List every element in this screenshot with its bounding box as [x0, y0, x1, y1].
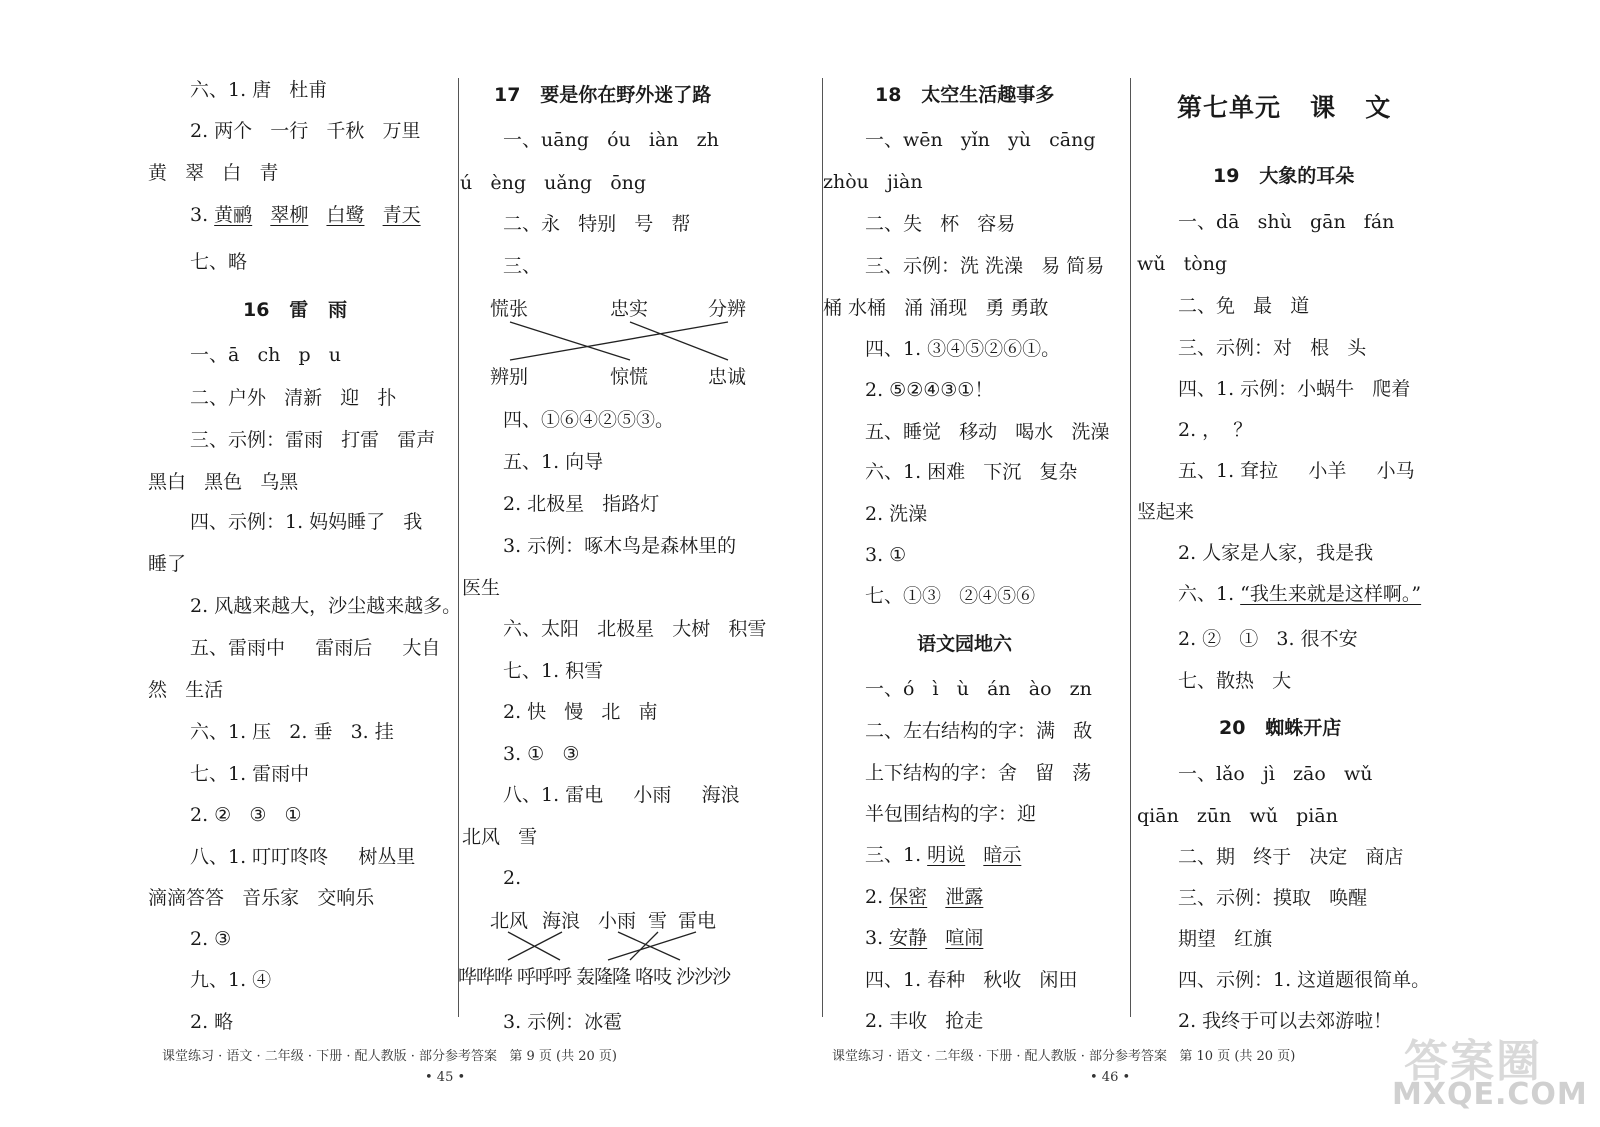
answer-line: 六、1. 唐 杜甫: [190, 79, 328, 101]
answer-column-2: [458, 66, 785, 1033]
answer-line: 2. 快 慢 北 南: [503, 701, 658, 723]
match-word: 忠诚: [708, 366, 747, 388]
answer-line: 二、失 杯 容易: [865, 213, 1016, 235]
answer-line: 3. 示例：冰雹: [503, 1011, 623, 1033]
page-number-right: • 46 •: [1090, 1070, 1131, 1085]
answer-line: 2.: [503, 867, 522, 889]
answer-line: 八、1. 雷电 小雨 海浪: [503, 784, 740, 806]
answer-line: 3. 示例：啄木鸟是森林里的: [503, 535, 737, 557]
answer-line: 2. ③: [190, 928, 232, 950]
answer-line: 2. ② ① 3. 很不安: [1178, 628, 1358, 650]
answer-line: 三、: [503, 255, 542, 277]
answer-line: 四、示例：1. 这道题很简单。: [1178, 969, 1431, 991]
answer-line: 七、散热 大: [1178, 670, 1292, 692]
answer-line: 2. 北极星 指路灯: [503, 493, 660, 515]
answer-line: 六、太阳 北极星 大树 积雪: [503, 618, 767, 640]
answer-line: 2. 我终于可以去郊游啦！: [1178, 1010, 1393, 1032]
answer-line: 九、1. ④: [190, 969, 272, 991]
answer-line: 2. 人家是人家，我是我: [1178, 542, 1374, 564]
answer-line: 3. 安静 喧闹: [865, 927, 984, 949]
footer-left: 课堂练习 · 语文 · 二年级 · 下册 · 配人教版 · 部分参考答案 第 9 页 (共 20 页): [162, 1049, 618, 1064]
watermark-logo: [1384, 1019, 1588, 1119]
answer-line: 3. ①: [865, 544, 907, 566]
answer-line: 六、1. 困难 下沉 复杂: [865, 461, 1078, 483]
answer-line: 六、1. 压 2. 垂 3. 挂: [190, 721, 394, 743]
section-title: 语文园地六: [917, 633, 1013, 655]
match-lines: [490, 906, 790, 986]
footer-right: 课堂练习 · 语文 · 二年级 · 下册 · 配人教版 · 部分参考答案 第 10 页 (共 20 页): [832, 1049, 1296, 1064]
answer-line: 2. 两个 一行 千秋 万里: [190, 120, 421, 142]
answer-line: 四、1. ③④⑤②⑥①。: [865, 338, 1061, 360]
answer-line: 三、示例：对 根 头: [1178, 337, 1367, 359]
answer-line: 二、户外 清新 迎 扑: [190, 387, 397, 409]
answer-line: 2. ⑤②④③①！: [865, 379, 994, 401]
column-divider: [1130, 78, 1131, 1017]
match-word: 海浪: [542, 910, 581, 932]
answer-line: 三、示例：雷雨 打雷 雷声: [190, 429, 436, 451]
answer-line: 上下结构的字：舍 留 荡: [865, 762, 1092, 784]
answer-line: 二、左右结构的字：满 敌: [865, 720, 1093, 742]
answer-line: zhòu jiàn: [823, 171, 923, 193]
answer-line: 半包围结构的字：迎: [865, 803, 1037, 825]
match-word: 慌张: [490, 298, 529, 320]
answer-line: 黑白 黑色 乌黑: [148, 471, 299, 493]
unit-title: 第七单元 课 文: [1177, 93, 1392, 122]
answer-line: qiān zūn wǔ piān: [1137, 805, 1338, 827]
page-number-left: • 45 •: [425, 1070, 466, 1085]
answer-line: 五、睡觉 移动 喝水 洗澡: [865, 421, 1110, 443]
answer-line: 2. 保密 泄露: [865, 886, 984, 908]
lesson-title: 16 雷 雨: [243, 299, 348, 321]
answer-line: 三、1. 明说 暗示: [865, 844, 1022, 866]
answer-line: 七、略: [190, 251, 248, 273]
answer-line: 医生: [462, 577, 501, 599]
answer-line: 桶 水桶 涌 涌现 勇 勇敢: [823, 297, 1049, 319]
answer-line: 然 生活: [148, 679, 224, 701]
match-word: 北风: [490, 910, 529, 932]
lesson-title: 18 太空生活趣事多: [875, 84, 1055, 106]
answer-line: 四、1. 示例：小蜗牛 爬着: [1178, 378, 1411, 400]
lesson-title: 17 要是你在野外迷了路: [494, 84, 712, 106]
answer-line: 一、ā ch p u: [190, 344, 341, 366]
answer-line: 八、1. 叮叮咚咚 树丛里: [190, 846, 416, 868]
matching-exercise: [458, 906, 790, 988]
answer-column-1: [148, 66, 462, 1033]
answer-line: 五、1. 耷拉 小羊 小马: [1178, 460, 1415, 482]
answer-line: 2. 丰收 抢走: [865, 1010, 984, 1032]
answer-line: 2. 略: [190, 1011, 234, 1033]
answer-line: 2. 洗澡: [865, 503, 928, 525]
answer-line: ú èng uǎng ōng: [460, 172, 647, 194]
answer-line: 期望 红旗: [1178, 928, 1273, 950]
answer-line: 五、1. 向导: [503, 451, 604, 473]
answer-line: 五、雷雨中 雷雨后 大自: [190, 637, 441, 659]
match-word: 惊慌: [610, 366, 649, 388]
answer-line: 七、①③ ②④⑤⑥: [865, 585, 1036, 607]
match-word: 辨别: [490, 366, 529, 388]
answer-line: 二、永 特别 号 帮: [503, 213, 691, 235]
answer-line: 三、示例：摸取 唤醒: [1178, 887, 1368, 909]
answer-line: 竖起来: [1137, 501, 1195, 523]
answer-line: 2. 风越来越大，沙尘越来越多。: [190, 595, 462, 617]
answer-line: 二、期 终于 决定 商店: [1178, 846, 1404, 868]
column-divider: [822, 78, 823, 1017]
answer-line: 一、wēn yǐn yù cāng: [865, 129, 1096, 151]
match-word: 分辨: [708, 298, 747, 320]
answer-line: 二、免 最 道: [1178, 295, 1310, 317]
answer-line: 滴滴答答 音乐家 交响乐: [148, 887, 375, 909]
answer-line: 一、ó ì ù án ào zn: [865, 678, 1092, 700]
answer-line: 睡了: [148, 553, 187, 575]
match-word: 小雨: [598, 910, 637, 932]
answer-line: 四、①⑥④②⑤③。: [503, 409, 675, 431]
answer-line: 2. ， ？: [1178, 419, 1253, 441]
column-divider: [458, 78, 459, 1017]
match-lines: [490, 294, 780, 394]
answer-line: 七、1. 雷雨中: [190, 763, 310, 785]
answer-line: wǔ tòng: [1137, 253, 1228, 275]
match-word: 雪: [648, 910, 668, 932]
match-word: 忠实: [610, 298, 649, 320]
answer-line: 3. 黄鹂 翠柳 白鹭 青天: [190, 204, 421, 226]
matching-exercise: [490, 294, 780, 394]
answer-line: 七、1. 积雪: [503, 660, 604, 682]
answer-line: 六、1. “我生来就是这样啊。”: [1178, 583, 1422, 605]
answer-line: 四、示例：1. 妈妈睡了 我: [190, 511, 423, 533]
match-sounds: 哗哗哗 呼呼呼 轰隆隆 咯吱 沙沙沙: [458, 966, 731, 988]
answer-line: 一、dā shù gān fán: [1178, 211, 1395, 233]
lesson-title: 20 蜘蛛开店: [1219, 717, 1342, 739]
answer-column-3: [823, 66, 1130, 1032]
answer-line: 一、uāng óu iàn zh: [503, 129, 719, 151]
answer-line: 3. ① ③: [503, 743, 580, 765]
watermark-url: MXQE.COM: [1392, 1077, 1588, 1112]
lesson-title: 19 大象的耳朵: [1213, 165, 1355, 187]
watermark-text: 答案圈: [1404, 1036, 1542, 1087]
answer-line: 北风 雪: [462, 826, 538, 848]
answer-line: 黄 翠 白 青: [148, 162, 279, 184]
answer-line: 四、1. 春种 秋收 闲田: [865, 969, 1078, 991]
match-word: 雷电: [678, 910, 717, 932]
answer-column-4: [1137, 66, 1445, 1032]
answer-line: 三、示例：洗 洗澡 易 简易: [865, 255, 1105, 277]
answer-line: 2. ② ③ ①: [190, 804, 302, 826]
answer-line: 一、lǎo jì zāo wǔ: [1178, 763, 1373, 785]
